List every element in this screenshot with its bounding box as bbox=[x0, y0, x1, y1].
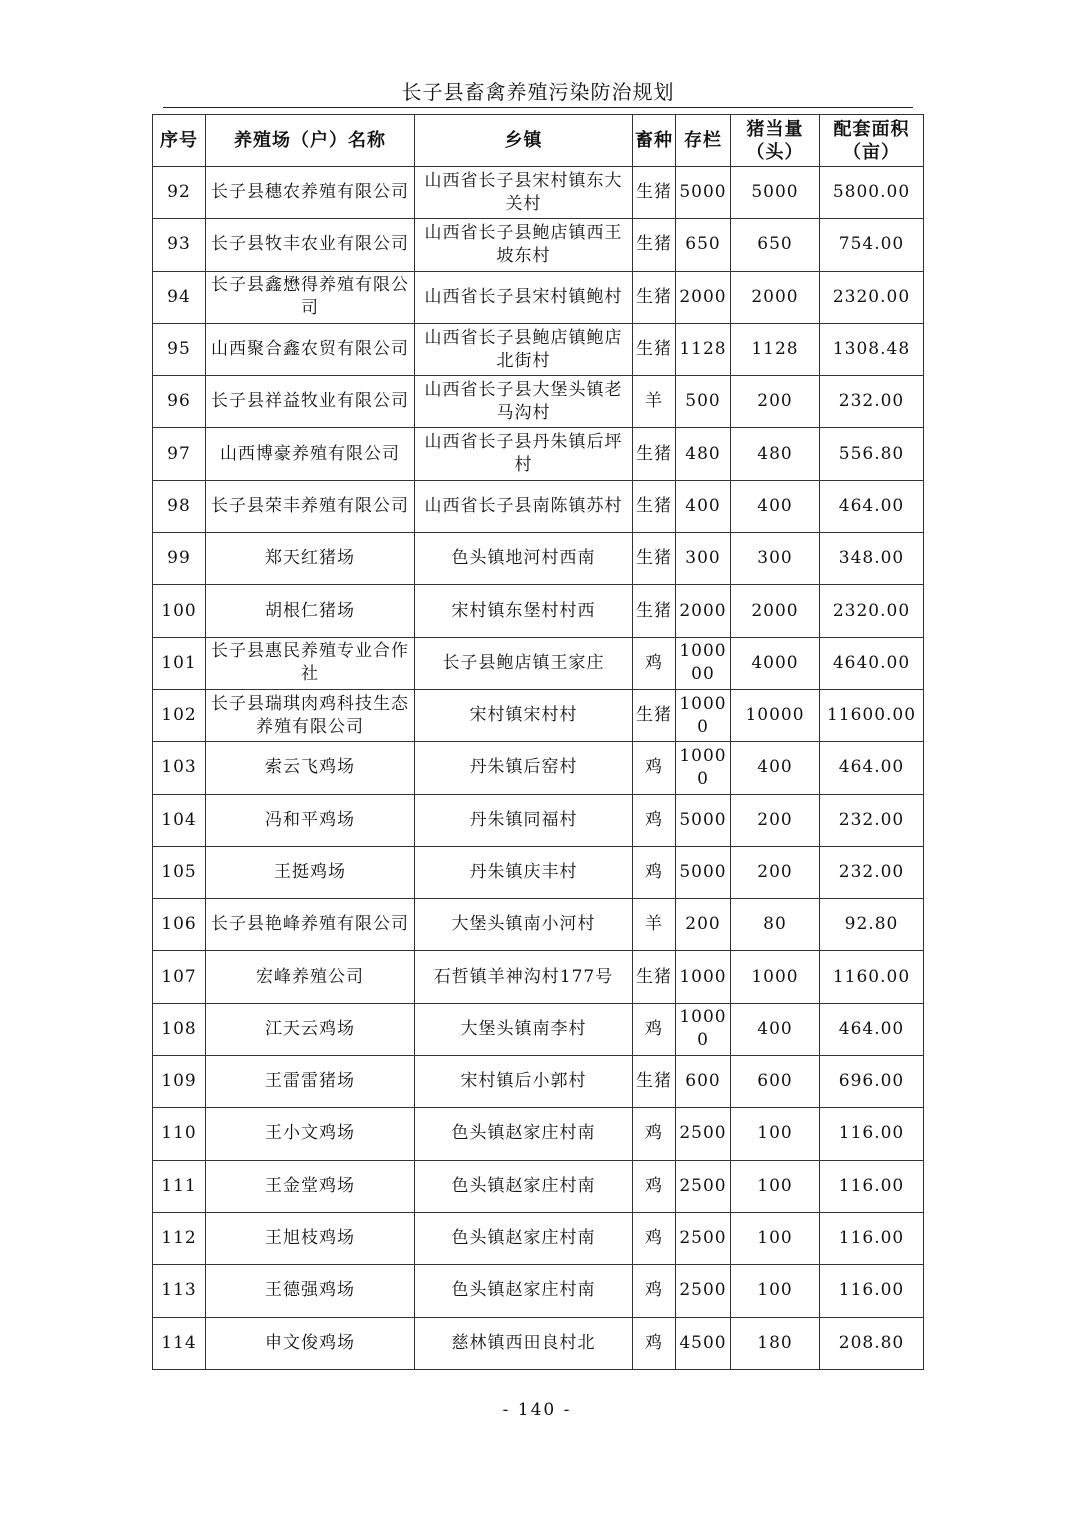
cell-species: 鸡 bbox=[633, 1265, 676, 1317]
cell-stock: 100000 bbox=[676, 637, 731, 689]
cell-area: 116.00 bbox=[820, 1265, 924, 1317]
table-row bbox=[153, 480, 924, 532]
cell-stock: 5000 bbox=[676, 167, 731, 219]
cell-pig-equivalent: 600 bbox=[731, 1056, 820, 1108]
cell-pig-equivalent: 100 bbox=[731, 1108, 820, 1160]
cell-stock: 200 bbox=[676, 899, 731, 951]
cell-township: 色头镇地河村西南 bbox=[415, 533, 633, 585]
table-row bbox=[153, 219, 924, 271]
cell-index: 94 bbox=[153, 271, 206, 323]
cell-stock: 4500 bbox=[676, 1317, 731, 1369]
cell-area: 116.00 bbox=[820, 1108, 924, 1160]
cell-township: 色头镇赵家庄村南 bbox=[415, 1108, 633, 1160]
cell-species: 鸡 bbox=[633, 1003, 676, 1055]
cell-stock: 2500 bbox=[676, 1212, 731, 1264]
col-header-stock: 存栏 bbox=[676, 115, 731, 167]
col-header-area: 配套面积（亩） bbox=[820, 115, 924, 167]
cell-index: 98 bbox=[153, 480, 206, 532]
cell-pig-equivalent: 400 bbox=[731, 742, 820, 794]
cell-species: 鸡 bbox=[633, 742, 676, 794]
cell-farm-name: 长子县瑞琪肉鸡科技生态养殖有限公司 bbox=[206, 689, 415, 741]
cell-township: 色头镇赵家庄村南 bbox=[415, 1212, 633, 1264]
table-row bbox=[153, 1108, 924, 1160]
cell-stock: 5000 bbox=[676, 846, 731, 898]
cell-pig-equivalent: 100 bbox=[731, 1265, 820, 1317]
table-row bbox=[153, 585, 924, 637]
cell-township: 丹朱镇同福村 bbox=[415, 794, 633, 846]
cell-farm-name: 王挺鸡场 bbox=[206, 846, 415, 898]
cell-pig-equivalent: 480 bbox=[731, 428, 820, 480]
cell-index: 93 bbox=[153, 219, 206, 271]
col-header-township: 乡镇 bbox=[415, 115, 633, 167]
cell-township: 丹朱镇庆丰村 bbox=[415, 846, 633, 898]
cell-stock: 5000 bbox=[676, 794, 731, 846]
header-divider bbox=[163, 107, 913, 108]
cell-township: 色头镇赵家庄村南 bbox=[415, 1160, 633, 1212]
cell-pig-equivalent: 1128 bbox=[731, 323, 820, 375]
cell-stock: 2500 bbox=[676, 1265, 731, 1317]
cell-index: 103 bbox=[153, 742, 206, 794]
cell-stock: 650 bbox=[676, 219, 731, 271]
cell-species: 鸡 bbox=[633, 1108, 676, 1160]
cell-index: 108 bbox=[153, 1003, 206, 1055]
cell-pig-equivalent: 10000 bbox=[731, 689, 820, 741]
cell-species: 鸡 bbox=[633, 1212, 676, 1264]
cell-species: 鸡 bbox=[633, 846, 676, 898]
cell-township: 大堡头镇南小河村 bbox=[415, 899, 633, 951]
cell-pig-equivalent: 200 bbox=[731, 846, 820, 898]
cell-stock: 10000 bbox=[676, 689, 731, 741]
cell-index: 99 bbox=[153, 533, 206, 585]
table-row bbox=[153, 1317, 924, 1369]
table-row bbox=[153, 1265, 924, 1317]
cell-area: 232.00 bbox=[820, 794, 924, 846]
cell-pig-equivalent: 200 bbox=[731, 376, 820, 428]
cell-farm-name: 王金堂鸡场 bbox=[206, 1160, 415, 1212]
cell-area: 116.00 bbox=[820, 1212, 924, 1264]
cell-township: 宋村镇后小郭村 bbox=[415, 1056, 633, 1108]
cell-pig-equivalent: 2000 bbox=[731, 271, 820, 323]
livestock-farm-table bbox=[152, 114, 924, 1370]
cell-township: 慈林镇西田良村北 bbox=[415, 1317, 633, 1369]
table-row bbox=[153, 1160, 924, 1212]
cell-species: 生猪 bbox=[633, 323, 676, 375]
cell-species: 生猪 bbox=[633, 689, 676, 741]
cell-township: 山西省长子县丹朱镇后坪村 bbox=[415, 428, 633, 480]
cell-farm-name: 郑天红猪场 bbox=[206, 533, 415, 585]
cell-stock: 2000 bbox=[676, 271, 731, 323]
cell-farm-name: 王德强鸡场 bbox=[206, 1265, 415, 1317]
cell-area: 464.00 bbox=[820, 742, 924, 794]
col-header-index: 序号 bbox=[153, 115, 206, 167]
cell-pig-equivalent: 100 bbox=[731, 1160, 820, 1212]
table-row bbox=[153, 951, 924, 1003]
cell-area: 208.80 bbox=[820, 1317, 924, 1369]
cell-pig-equivalent: 180 bbox=[731, 1317, 820, 1369]
table-row bbox=[153, 1212, 924, 1264]
cell-stock: 1000 bbox=[676, 951, 731, 1003]
cell-index: 106 bbox=[153, 899, 206, 951]
cell-stock: 400 bbox=[676, 480, 731, 532]
cell-index: 100 bbox=[153, 585, 206, 637]
cell-township: 山西省长子县南陈镇苏村 bbox=[415, 480, 633, 532]
table-header-row bbox=[153, 115, 924, 167]
table-row bbox=[153, 742, 924, 794]
cell-stock: 2500 bbox=[676, 1108, 731, 1160]
cell-stock: 10000 bbox=[676, 742, 731, 794]
cell-area: 1160.00 bbox=[820, 951, 924, 1003]
cell-area: 464.00 bbox=[820, 1003, 924, 1055]
cell-index: 111 bbox=[153, 1160, 206, 1212]
cell-species: 鸡 bbox=[633, 637, 676, 689]
cell-stock: 480 bbox=[676, 428, 731, 480]
cell-farm-name: 王小文鸡场 bbox=[206, 1108, 415, 1160]
cell-farm-name: 胡根仁猪场 bbox=[206, 585, 415, 637]
cell-index: 113 bbox=[153, 1265, 206, 1317]
cell-area: 464.00 bbox=[820, 480, 924, 532]
cell-stock: 300 bbox=[676, 533, 731, 585]
cell-pig-equivalent: 80 bbox=[731, 899, 820, 951]
cell-farm-name: 王旭枝鸡场 bbox=[206, 1212, 415, 1264]
cell-stock: 2500 bbox=[676, 1160, 731, 1212]
table-row bbox=[153, 794, 924, 846]
cell-species: 羊 bbox=[633, 376, 676, 428]
cell-farm-name: 山西博豪养殖有限公司 bbox=[206, 428, 415, 480]
cell-species: 生猪 bbox=[633, 533, 676, 585]
cell-area: 348.00 bbox=[820, 533, 924, 585]
table-row bbox=[153, 533, 924, 585]
cell-species: 鸡 bbox=[633, 1160, 676, 1212]
table-row bbox=[153, 689, 924, 741]
cell-index: 105 bbox=[153, 846, 206, 898]
col-header-pig-equivalent: 猪当量（头） bbox=[731, 115, 820, 167]
cell-pig-equivalent: 400 bbox=[731, 480, 820, 532]
cell-species: 生猪 bbox=[633, 585, 676, 637]
cell-township: 山西省长子县鲍店镇鲍店北街村 bbox=[415, 323, 633, 375]
cell-farm-name: 冯和平鸡场 bbox=[206, 794, 415, 846]
cell-farm-name: 索云飞鸡场 bbox=[206, 742, 415, 794]
table-row bbox=[153, 167, 924, 219]
cell-township: 山西省长子县宋村镇东大关村 bbox=[415, 167, 633, 219]
cell-area: 556.80 bbox=[820, 428, 924, 480]
cell-stock: 10000 bbox=[676, 1003, 731, 1055]
page-header-title: 长子县畜禽养殖污染防治规划 bbox=[401, 80, 675, 104]
cell-species: 生猪 bbox=[633, 219, 676, 271]
table-row bbox=[153, 1056, 924, 1108]
cell-index: 110 bbox=[153, 1108, 206, 1160]
cell-index: 95 bbox=[153, 323, 206, 375]
cell-species: 鸡 bbox=[633, 1317, 676, 1369]
cell-area: 5800.00 bbox=[820, 167, 924, 219]
table-row bbox=[153, 376, 924, 428]
table-row bbox=[153, 323, 924, 375]
cell-index: 92 bbox=[153, 167, 206, 219]
cell-stock: 2000 bbox=[676, 585, 731, 637]
cell-farm-name: 长子县艳峰养殖有限公司 bbox=[206, 899, 415, 951]
cell-township: 宋村镇东堡村村西 bbox=[415, 585, 633, 637]
cell-species: 生猪 bbox=[633, 167, 676, 219]
cell-area: 2320.00 bbox=[820, 585, 924, 637]
cell-township: 山西省长子县宋村镇鲍村 bbox=[415, 271, 633, 323]
cell-area: 754.00 bbox=[820, 219, 924, 271]
cell-area: 11600.00 bbox=[820, 689, 924, 741]
cell-area: 116.00 bbox=[820, 1160, 924, 1212]
cell-index: 101 bbox=[153, 637, 206, 689]
cell-pig-equivalent: 300 bbox=[731, 533, 820, 585]
cell-township: 宋村镇宋村村 bbox=[415, 689, 633, 741]
cell-township: 大堡头镇南李村 bbox=[415, 1003, 633, 1055]
cell-area: 232.00 bbox=[820, 846, 924, 898]
cell-township: 石哲镇羊神沟村177号 bbox=[415, 951, 633, 1003]
cell-species: 生猪 bbox=[633, 951, 676, 1003]
cell-farm-name: 宏峰养殖公司 bbox=[206, 951, 415, 1003]
cell-pig-equivalent: 1000 bbox=[731, 951, 820, 1003]
cell-farm-name: 申文俊鸡场 bbox=[206, 1317, 415, 1369]
table-row bbox=[153, 637, 924, 689]
cell-index: 109 bbox=[153, 1056, 206, 1108]
cell-area: 232.00 bbox=[820, 376, 924, 428]
cell-species: 羊 bbox=[633, 899, 676, 951]
cell-stock: 500 bbox=[676, 376, 731, 428]
table-body bbox=[153, 167, 924, 1370]
cell-township: 山西省长子县大堡头镇老马沟村 bbox=[415, 376, 633, 428]
cell-stock: 1128 bbox=[676, 323, 731, 375]
table-row bbox=[153, 428, 924, 480]
cell-pig-equivalent: 650 bbox=[731, 219, 820, 271]
cell-farm-name: 山西聚合鑫农贸有限公司 bbox=[206, 323, 415, 375]
cell-index: 96 bbox=[153, 376, 206, 428]
cell-pig-equivalent: 4000 bbox=[731, 637, 820, 689]
cell-area: 1308.48 bbox=[820, 323, 924, 375]
cell-pig-equivalent: 100 bbox=[731, 1212, 820, 1264]
cell-township: 山西省长子县鲍店镇西王坡东村 bbox=[415, 219, 633, 271]
cell-farm-name: 江天云鸡场 bbox=[206, 1003, 415, 1055]
cell-species: 生猪 bbox=[633, 480, 676, 532]
page-number: - 140 - bbox=[502, 1400, 572, 1420]
cell-index: 102 bbox=[153, 689, 206, 741]
cell-pig-equivalent: 2000 bbox=[731, 585, 820, 637]
cell-area: 4640.00 bbox=[820, 637, 924, 689]
cell-index: 107 bbox=[153, 951, 206, 1003]
cell-pig-equivalent: 400 bbox=[731, 1003, 820, 1055]
cell-farm-name: 王雷雷猪场 bbox=[206, 1056, 415, 1108]
cell-index: 97 bbox=[153, 428, 206, 480]
table-row bbox=[153, 846, 924, 898]
table-row bbox=[153, 899, 924, 951]
cell-pig-equivalent: 5000 bbox=[731, 167, 820, 219]
table-row bbox=[153, 271, 924, 323]
cell-index: 112 bbox=[153, 1212, 206, 1264]
cell-species: 鸡 bbox=[633, 794, 676, 846]
cell-farm-name: 长子县惠民养殖专业合作社 bbox=[206, 637, 415, 689]
cell-index: 104 bbox=[153, 794, 206, 846]
cell-area: 696.00 bbox=[820, 1056, 924, 1108]
cell-species: 生猪 bbox=[633, 271, 676, 323]
cell-township: 色头镇赵家庄村南 bbox=[415, 1265, 633, 1317]
cell-township: 长子县鲍店镇王家庄 bbox=[415, 637, 633, 689]
cell-farm-name: 长子县荣丰养殖有限公司 bbox=[206, 480, 415, 532]
cell-farm-name: 长子县穗农养殖有限公司 bbox=[206, 167, 415, 219]
cell-area: 92.80 bbox=[820, 899, 924, 951]
cell-stock: 600 bbox=[676, 1056, 731, 1108]
cell-species: 生猪 bbox=[633, 428, 676, 480]
cell-area: 2320.00 bbox=[820, 271, 924, 323]
col-header-farm-name: 养殖场（户）名称 bbox=[206, 115, 415, 167]
cell-species: 生猪 bbox=[633, 1056, 676, 1108]
cell-township: 丹朱镇后窑村 bbox=[415, 742, 633, 794]
cell-farm-name: 长子县牧丰农业有限公司 bbox=[206, 219, 415, 271]
cell-index: 114 bbox=[153, 1317, 206, 1369]
col-header-species: 畜种 bbox=[633, 115, 676, 167]
cell-farm-name: 长子县鑫懋得养殖有限公司 bbox=[206, 271, 415, 323]
cell-pig-equivalent: 200 bbox=[731, 794, 820, 846]
table-row bbox=[153, 1003, 924, 1055]
cell-farm-name: 长子县祥益牧业有限公司 bbox=[206, 376, 415, 428]
